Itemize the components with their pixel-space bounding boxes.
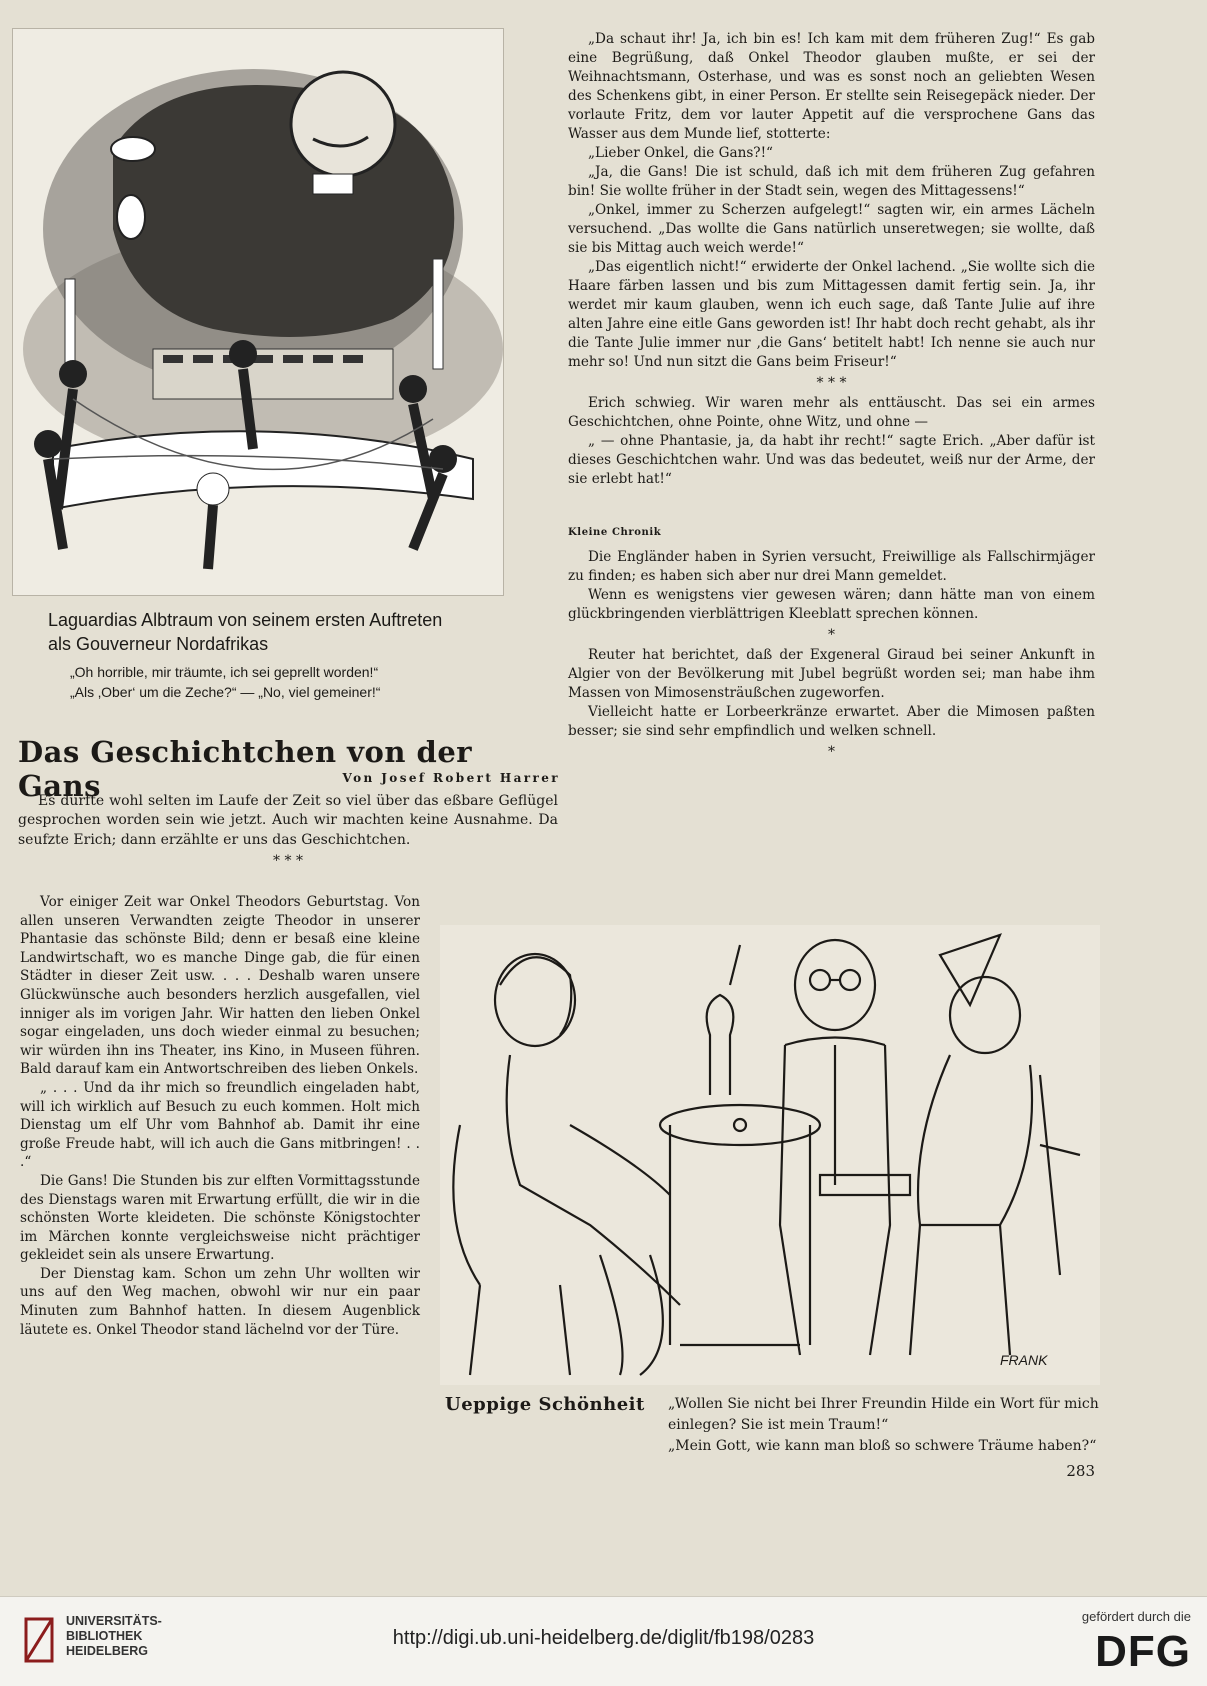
caption-title-line2: als Gouverneur Nordafrikas [48, 634, 269, 654]
paragraph-birthday: Vor einiger Zeit war Onkel Theodors Geburtstag. Von allen unseren Verwandten zeigte Theodor in unserer Phantasie das schönste Bild; denn er besaß eine kleine Landwirtschaft, wo es manche Dinge gab, die für einen Städter in dieser Zeit usw. . . . Deshalb waren unsere Glückwünsche auch besonders herzlich ausgefallen, viel inniger als im vorigen Jahr. Wir hatten den lieben Onkel sogar eingeladen, uns doch wieder einmal zu besuchen; wir würden ihn ins Theater, ins Kino, in Museen führen. Bald darauf kam ein Antwortschreiben des lieben Onkels. [20, 894, 420, 1078]
chronik-syrien: Die Engländer haben in Syrien versucht, Freiwillige als Fallschirmjäger zu finden; es haben sich aber nur drei Mann gemeldet. [568, 549, 1095, 584]
article-headline: Das Geschichtchen von der Gans [18, 735, 473, 803]
chronik-kleeblatt: Wenn es wenigstens vier gewesen wären; dann hätte man von einem glückbringenden vierblättrigen Kleeblatt sprechen können. [568, 587, 1095, 622]
chronik-title: Kleine Chronik [568, 527, 662, 538]
paragraph-letter: „ . . . Und da ihr mich so freundlich eingeladen habt, will ich wirklich auf Besuch zu euch kommen. Holt mich Dienstag um elf Uhr vom Bahnhof ab. Damit ihr eine große Freude habt, will ich auch die Gans mitbringen! . . .“ [20, 1079, 420, 1171]
paragraph-tuesday: Der Dienstag kam. Schon um zehn Uhr wollten wir uns auf den Weg machen, obwohl wir nur ein paar Minuten zum Bahnhof hatten. In diesem Augenblick läutete es. Onkel Theodor stand lächelnd vor der Türe. [20, 1265, 420, 1338]
caption-quote2: „Als ‚Ober‘ um die Zeche?“ — „No, viel gemeiner!“ [70, 684, 381, 700]
laguardia-caption [48, 608, 528, 702]
cafe-cartoon-title: Ueppige Schönheit [445, 1394, 645, 1415]
cafe-drawing [440, 925, 1100, 1385]
chronik-divider: * [828, 627, 835, 643]
digitization-footer [0, 1596, 1207, 1686]
page-number: 283 [1066, 1462, 1095, 1480]
cafe-cartoon-caption [668, 1394, 1108, 1457]
chronik-divider-2: * [828, 744, 835, 760]
dfg-logo: DFG [1095, 1627, 1191, 1676]
digitization-url-link[interactable]: http://digi.ub.uni-heidelberg.de/diglit/fb198/0283 [392, 1627, 815, 1649]
chronik-giraud: Reuter hat berichtet, daß der Exgeneral Giraud bei seiner Ankunft in Algier von der Bevölkerung mit Jubel begrüßt worden sei; man habe ihm Massen von Mimosensträußchen zugeworfen. [568, 647, 1095, 701]
cafe-cartoon [440, 925, 1100, 1385]
uni-line1: UNIVERSITÄTS- [66, 1614, 162, 1628]
cartoon-signature: FRANK [1000, 1352, 1048, 1368]
article-byline: Von Josef Robert Harrer [342, 771, 560, 785]
section-divider-2: * * * [816, 375, 847, 391]
cafe-caption-line2: „Mein Gott, wie kann man bloß so schwere Träume haben?“ [668, 1438, 1097, 1454]
article-intro [18, 792, 558, 872]
laguardia-drawing [13, 29, 503, 595]
uni-line2: BIBLIOTHEK [66, 1629, 143, 1643]
paragraph-erich-silent: Erich schwieg. Wir waren mehr als enttäuscht. Das sei ein armes Geschichtchen, ohne Pointe, ohne Witz, und ohne — [568, 395, 1095, 430]
funding-note: gefördert durch die [1081, 1609, 1191, 1624]
article-left-column [20, 893, 420, 1339]
chronik-mimosen: Vielleicht hatte er Lorbeerkränze erwartet. Aber die Mimosen paßten besser; sie sind sehr empfindlich und welken schnell. [568, 704, 1095, 739]
paragraph-uncle-answer: „Ja, die Gans! Die ist schuld, daß ich mit dem früheren Zug gefahren bin! Sie wollte früher in der Stadt sein, wegen des Mittagessens!“ [568, 164, 1095, 199]
caption-title-line1: Laguardias Albtraum von seinem ersten Auftreten [48, 610, 443, 630]
article-right-column [568, 30, 1095, 763]
intro-paragraph: Es dürfte wohl selten im Laufe der Zeit so viel über das eßbare Geflügel gesprochen worden sein wie jetzt. Auch wir machten keine Ausnahme. Da seufzte Erich; dann erzählte er uns das Geschichtchen. [18, 793, 558, 848]
paragraph-arrival: „Da schaut ihr! Ja, ich bin es! Ich kam mit dem früheren Zug!“ Es gab eine Begrüßung, daß Onkel Theodor glauben mußte, er sei der Weihnachtsmann, Osterhase, und was es sonst noch an geliebten Wesen des Schenkens gibt, in einer Person. Er stellte sein Reisegepäck nieder. Der vorlaute Fritz, dem vor lauter Appetit auf die versprochene Gans das Wasser aus dem Munde lief, stotterte: [568, 31, 1095, 142]
paragraph-tante-julie: „Das eigentlich nicht!“ erwiderte der Onkel lachend. „Sie wollte sich die Haare färben lassen und bis zum Mittagessen damit fertig sein. Ja, ihr werdet mir kaum glauben, wenn ich euch sage, daß Tante Julie auf ihre alten Jahre eine eitle Gans geworden ist! Ihr habt doch recht gehabt, als ihr die Tante Julie immer nur ‚die Gans‘ betitelt habt! Ich nenne sie auch nur mehr so! Und nun sitzt die Gans beim Friseur!“ [568, 259, 1095, 370]
section-divider: * * * [273, 853, 303, 870]
uni-line3: HEIDELBERG [66, 1644, 148, 1658]
caption-quote1: „Oh horrible, mir träumte, ich sei geprellt worden!“ [70, 664, 379, 680]
cafe-caption-line1: „Wollen Sie nicht bei Ihrer Freundin Hilde ein Wort für mich einlegen? Sie ist mein Traum!“ [668, 1396, 1099, 1433]
paragraph-ending: „ — ohne Phantasie, ja, da habt ihr recht!“ sagte Erich. „Aber dafür ist dieses Geschichtchen wahr. Und was das bedeutet, weiß nur der Arme, der sie erlebt hat!“ [568, 433, 1095, 487]
laguardia-illustration [12, 28, 504, 596]
paragraph-expectation: Die Gans! Die Stunden bis zur elften Vormittagsstunde des Dienstags waren mit Erwartung erfüllt, die wir in die schönsten Worte kleideten. Die schönste Königstochter im Märchen konnte vergleichsweise nicht prächtiger gekleidet sein als unsere Erwartung. [20, 1172, 420, 1264]
paragraph-joke: „Onkel, immer zu Scherzen aufgelegt!“ sagten wir, ein armes Lächeln versuchend. „Das wollte die Gans natürlich unseretwegen; sie wollte, daß sie bis Mittag auch weich werde!“ [568, 202, 1095, 256]
paragraph-fritz: „Lieber Onkel, die Gans?!“ [588, 145, 774, 161]
